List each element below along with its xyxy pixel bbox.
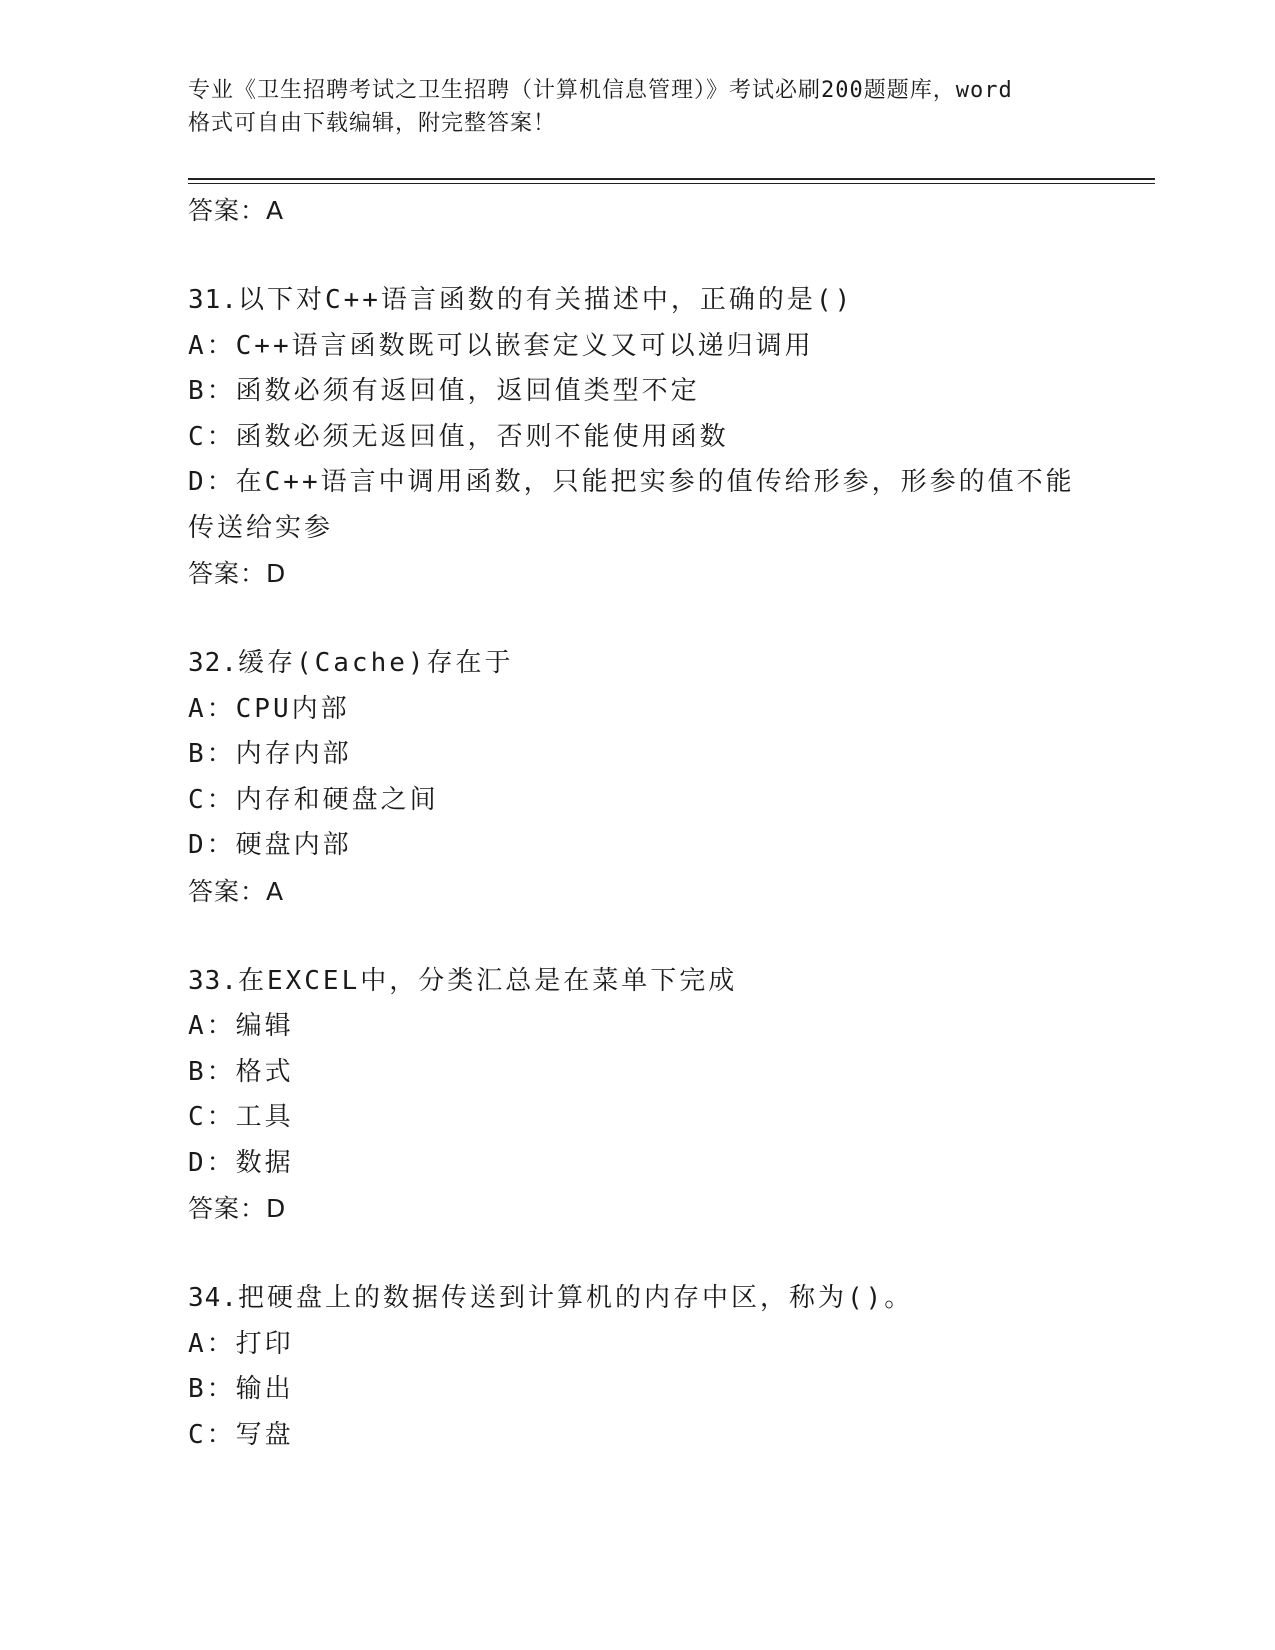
question-number: 33.: [188, 965, 238, 996]
option-a: A：CPU内部: [188, 693, 350, 724]
question-stem: [188, 1276, 1088, 1322]
question-33: [188, 959, 1088, 1233]
question-stem: [188, 959, 1088, 1005]
question-34: [188, 1276, 1088, 1458]
question-text: 以下对C++语言函数的有关描述中，正确的是(): [237, 285, 854, 315]
option-d: D：在C++语言中调用函数，只能把实参的值传给形参，形参的值不能: [188, 467, 1075, 497]
answer: 答案：D: [188, 1194, 287, 1223]
option-b: B：格式: [188, 1056, 294, 1087]
question-number: 34.: [188, 1283, 238, 1313]
question-text: 缓存(Cache)存在于: [237, 648, 514, 678]
question-number: 31.: [188, 285, 238, 315]
question-number: 32.: [188, 648, 238, 678]
option-d-continued: 传送给实参: [188, 512, 334, 543]
option-d: D：硬盘内部: [188, 830, 352, 860]
option-c: C：内存和硬盘之间: [188, 784, 439, 815]
question-text: 把硬盘上的数据传送到计算机的内存中区，称为()。: [237, 1283, 914, 1313]
option-c: C：写盘: [188, 1419, 294, 1450]
question-32: [188, 641, 1088, 915]
option-a: A：编辑: [188, 1011, 294, 1041]
option-b: B：函数必须有返回值，返回值类型不定: [188, 376, 700, 406]
option-b: B：输出: [188, 1374, 294, 1404]
option-a: A：C++语言函数既可以嵌套定义又可以递归调用: [188, 330, 814, 361]
answer-30: 答案：A: [188, 196, 285, 225]
header-line-1: 专业《卫生招聘考试之卫生招聘（计算机信息管理）》考试必刷200题题库，word: [188, 78, 1013, 103]
header-divider: [188, 178, 1155, 184]
question-31: [188, 278, 1088, 597]
option-d: D：数据: [188, 1147, 294, 1178]
question-list: [188, 188, 1088, 1458]
answer: 答案：A: [188, 876, 285, 906]
option-c: C：工具: [188, 1102, 294, 1132]
option-a: A：打印: [188, 1328, 294, 1359]
question-text: 在EXCEL中，分类汇总是在菜单下完成: [237, 965, 738, 996]
question-stem: [188, 641, 1088, 687]
option-c: C：函数必须无返回值，否则不能使用函数: [188, 421, 729, 452]
option-b: B：内存内部: [188, 739, 352, 769]
question-stem: [188, 278, 1088, 324]
answer: 答案：D: [188, 559, 287, 588]
page-header: [188, 74, 1088, 140]
header-line-2: 格式可自由下载编辑，附完整答案！: [188, 111, 557, 136]
